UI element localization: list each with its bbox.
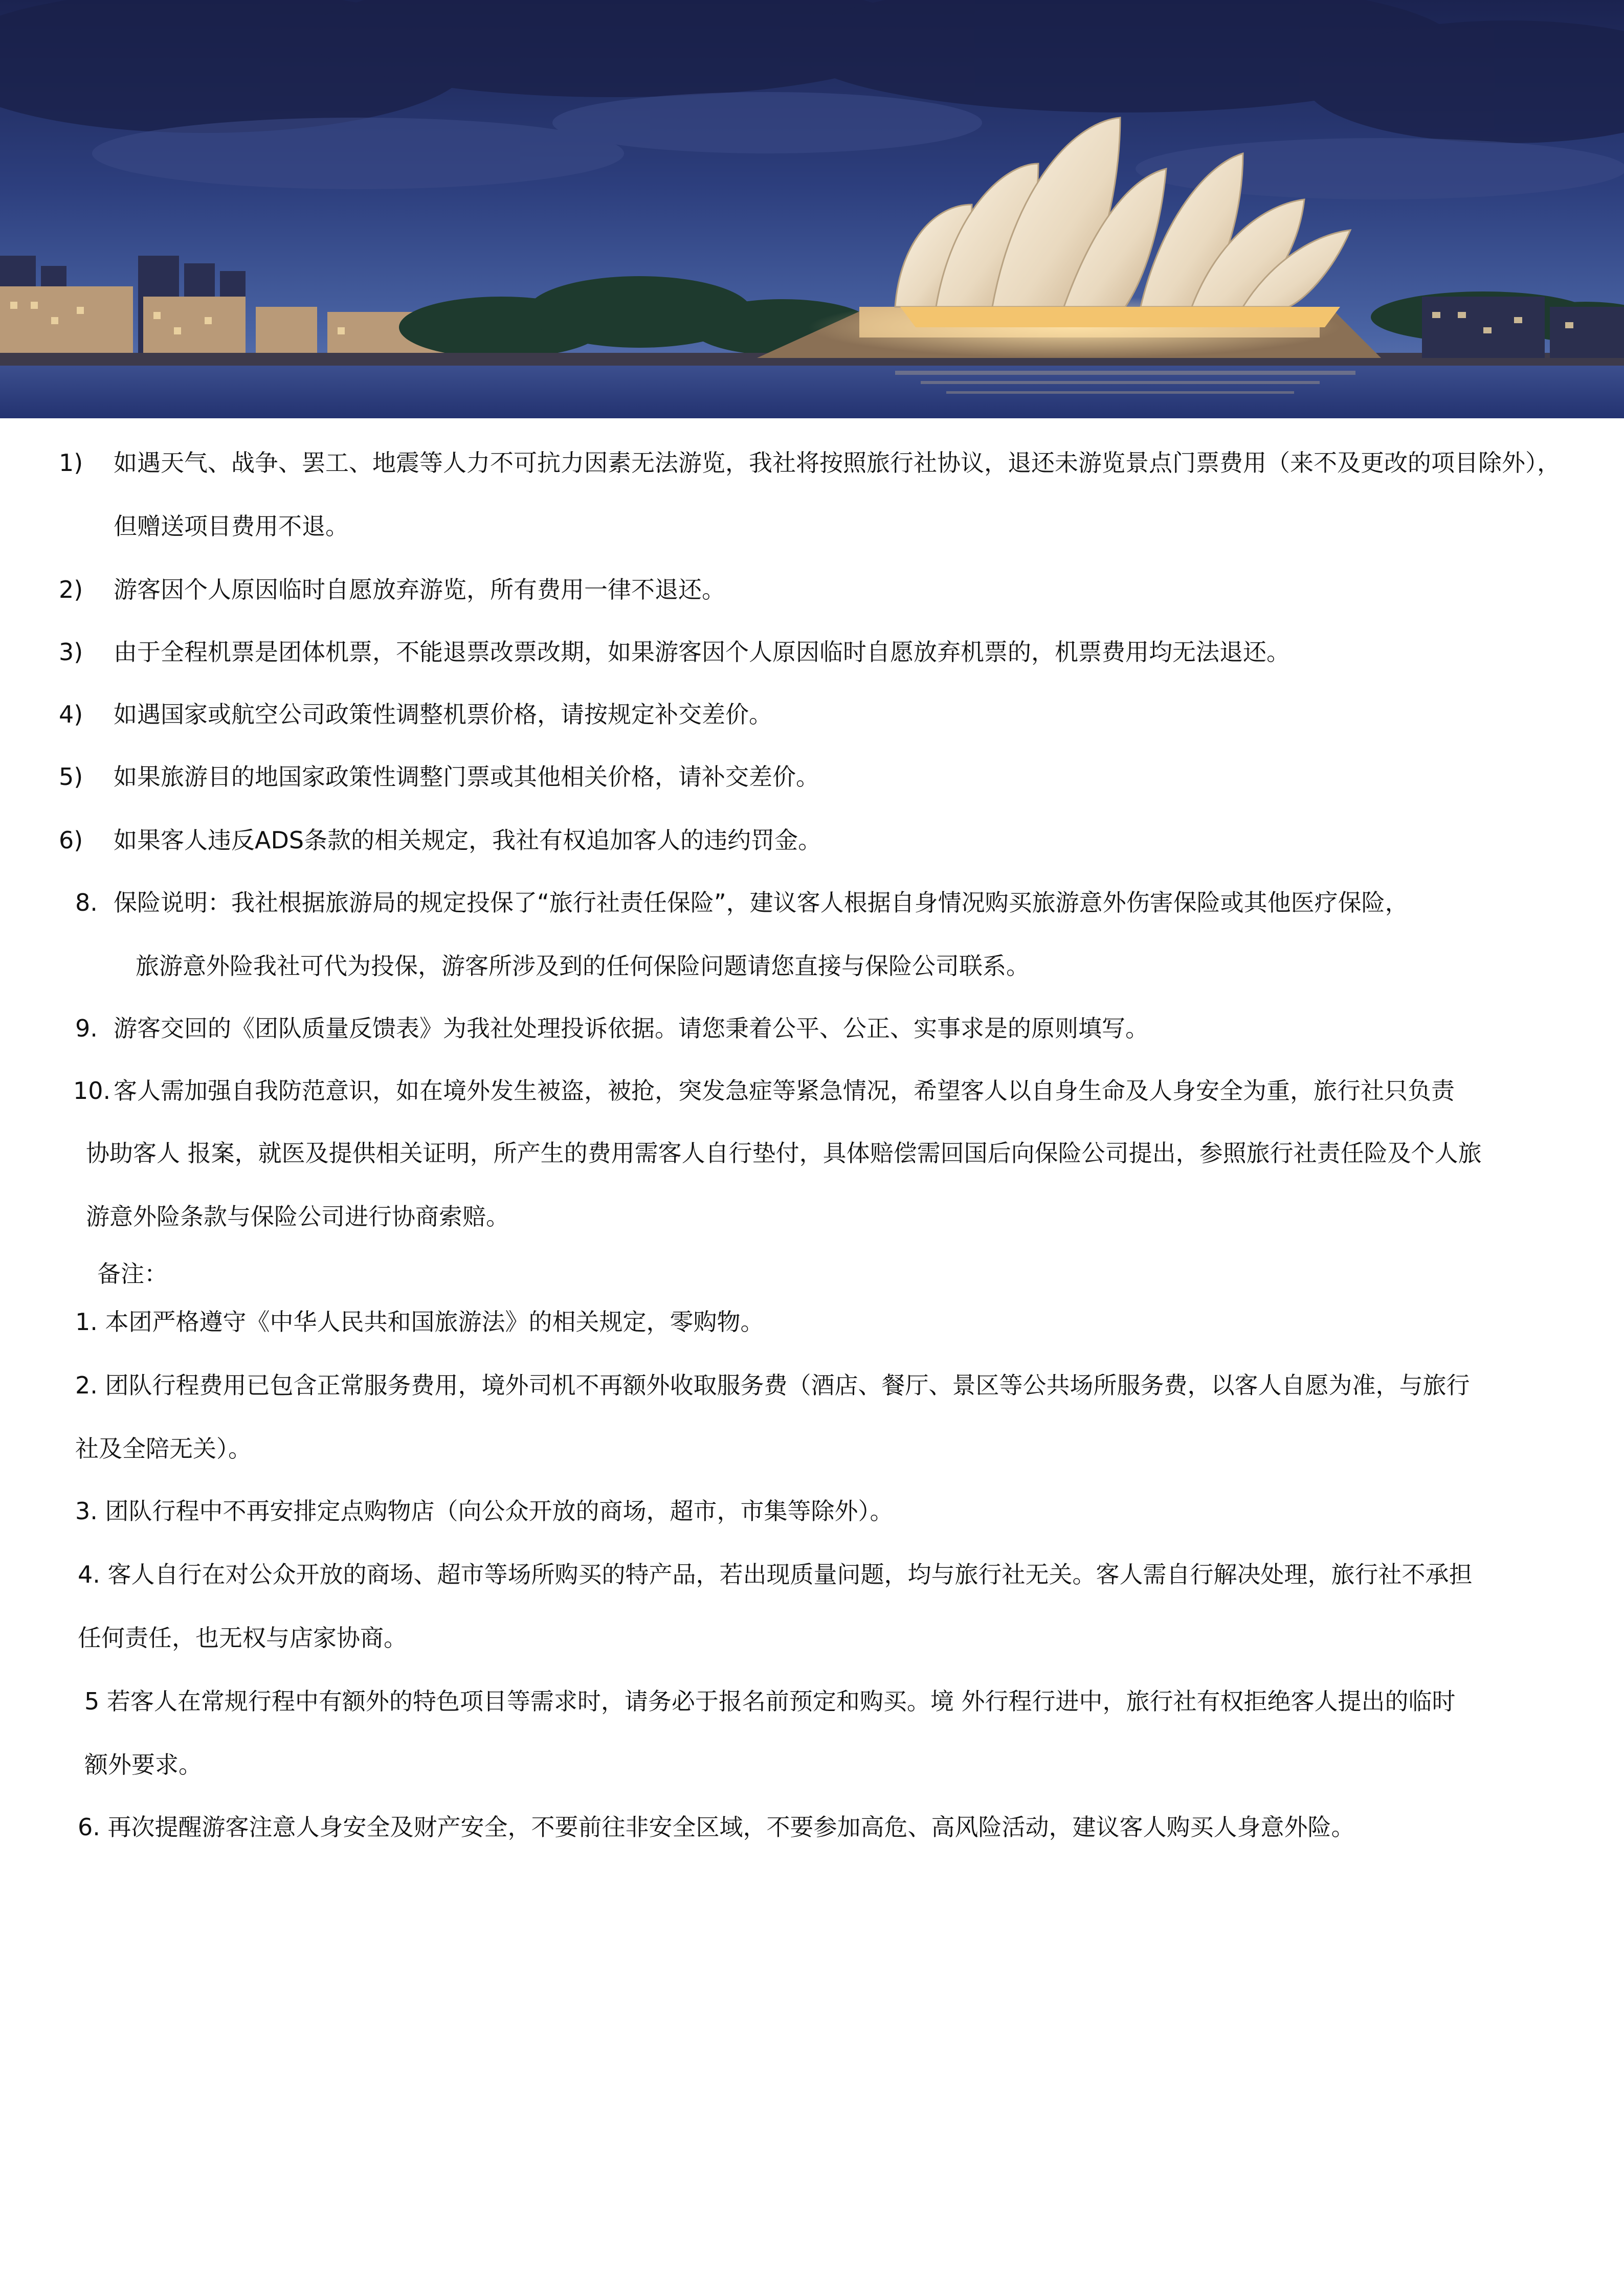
- item-8-text: 保险说明：我社根据旅游局的规定投保了“旅行社责任保险”，建议客人根据自身情况购买旅游意外伤害保险或其他医疗保险，: [114, 889, 1409, 916]
- clause-5-number: 5): [59, 763, 83, 791]
- note-4: 4. 客人自行在对公众开放的商场、超市等场所购买的特产品，若出现质量问题，均与旅行社无关。客人需自行解决处理，旅行社不承担: [78, 1561, 1473, 1588]
- clause-2-text: 游客因个人原因临时自愿放弃游览，所有费用一律不退还。: [114, 576, 725, 603]
- note-5-continuation: 额外要求。: [84, 1751, 202, 1779]
- note-2-continuation: 社及全陪无关）。: [75, 1435, 252, 1462]
- clause-1-continuation: 但赠送项目费用不退。: [114, 512, 349, 540]
- clause-4-number: 4): [59, 701, 83, 728]
- note-4-continuation: 任何责任，也无权与店家协商。: [78, 1624, 407, 1652]
- notes-heading: 备注：: [97, 1260, 168, 1288]
- clause-5-text: 如果旅游目的地国家政策性调整门票或其他相关价格，请补交差价。: [114, 763, 819, 791]
- clause-1-number: 1): [59, 449, 83, 477]
- item-10-text: 客人需加强自我防范意识，如在境外发生被盗，被抢，突发急症等紧急情况，希望客人以自身生命及人身安全为重，旅行社只负责: [114, 1077, 1455, 1105]
- clause-3-number: 3): [59, 638, 83, 666]
- clause-6-number: 6): [59, 826, 83, 854]
- clause-4-text: 如遇国家或航空公司政策性调整机票价格，请按规定补交差价。: [114, 701, 772, 728]
- item-10-number: 10.: [73, 1077, 111, 1105]
- item-9-number: 9.: [75, 1015, 98, 1042]
- item-8-number: 8.: [75, 889, 98, 916]
- clause-1-text: 如遇天气、战争、罢工、地震等人力不可抗力因素无法游览，我社将按照旅行社协议，退还未游览景点门票费用（来不及更改的项目除外），: [114, 449, 1561, 477]
- item-9-text: 游客交回的《团队质量反馈表》为我社处理投诉依据。请您秉着公平、公正、实事求是的原则填写。: [114, 1015, 1149, 1042]
- item-10-continuation-1: 协助客人 报案，就医及提供相关证明，所产生的费用需客人自行垫付，具体赔偿需回国后向保险公司提出，参照旅行社责任险及个人旅: [86, 1139, 1482, 1167]
- clause-3-text: 由于全程机票是团体机票，不能退票改票改期，如果游客因个人原因临时自愿放弃机票的，机票费用均无法退还。: [114, 638, 1290, 666]
- header-banner-image: [0, 0, 1624, 418]
- note-3: 3. 团队行程中不再安排定点购物店（向公众开放的商场，超市，市集等除外）。: [75, 1497, 894, 1525]
- item-10-continuation-2: 游意外险条款与保险公司进行协商索赔。: [86, 1203, 509, 1230]
- clause-2-number: 2): [59, 576, 83, 603]
- sydney-opera-house-photo: [0, 0, 1624, 418]
- clause-6-text: 如果客人违反ADS条款的相关规定，我社有权追加客人的违约罚金。: [114, 826, 822, 854]
- note-5: 5 若客人在常规行程中有额外的特色项目等需求时，请务必于报名前预定和购买。境 外行程行进中，旅行社有权拒绝客人提出的临时: [84, 1687, 1456, 1715]
- item-8-continuation: 旅游意外险我社可代为投保，游客所涉及到的任何保险问题请您直接与保险公司联系。: [136, 952, 1030, 980]
- note-6: 6. 再次提醒游客注意人身安全及财产安全，不要前往非安全区域，不要参加高危、高风险活动，建议客人购买人身意外险。: [78, 1813, 1355, 1841]
- note-2: 2. 团队行程费用已包含正常服务费用，境外司机不再额外收取服务费（酒店、餐厅、景区等公共场所服务费，以客人自愿为准，与旅行: [75, 1371, 1470, 1399]
- note-1: 1. 本团严格遵守《中华人民共和国旅游法》的相关规定，零购物。: [75, 1308, 764, 1336]
